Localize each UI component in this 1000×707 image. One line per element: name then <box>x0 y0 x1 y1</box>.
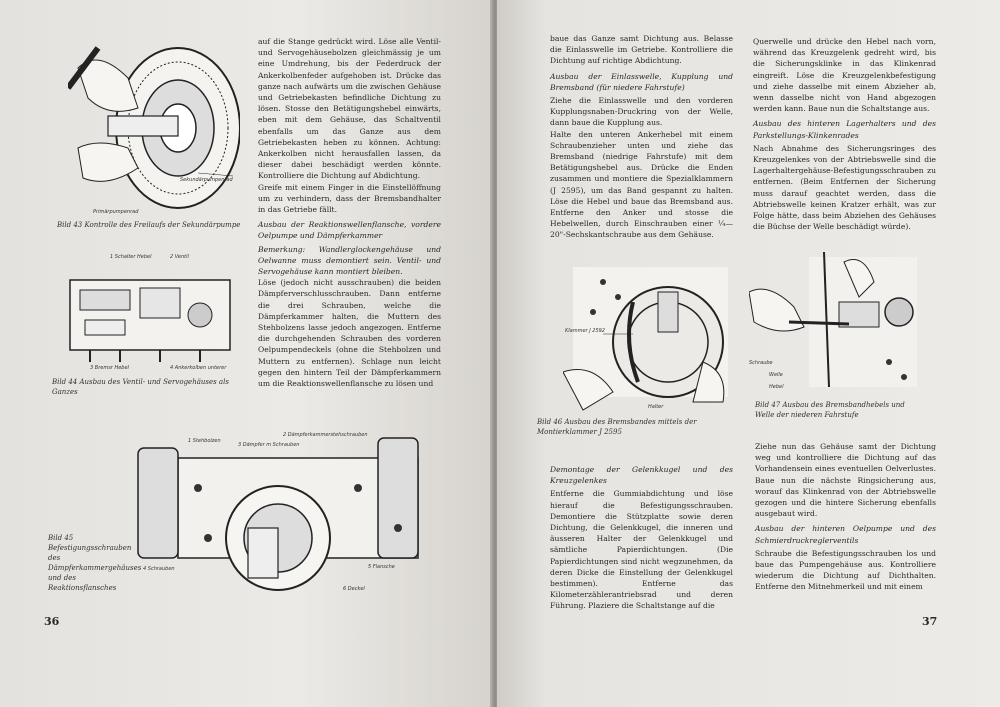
fig43-label-primary: Primärpumpenrad <box>93 209 139 215</box>
left-paragraph-1: auf die Stange gedrückt wird. Löse alle Ventil- und Servogehäusebolzen gleichmässig je um eine Umdrehung, bis der Federdruck der Ankerkolbenfeder aufgehoben ist. Drücke das ganze nach aufwärts um die zwischen Gehäuse und Getriebekasten befindliche Dichtung zu lösen. Stosse den Betätigungshebel einwärts, eben mit dem Gehäuse, das Schaltventil ebenfalls um das Ganze aus dem Getriebekasten heben zu können. Achtung: Ankerkolben nicht herausfallen lassen, da dieser dabei beschädigt werden könnte. Kontrolliere die Dichtung auf Abdichtung. <box>258 37 441 181</box>
right-c2-paragraph-2: Nach Abnahme des Sicherungsringes des Kreuzgelenkes von der Abtriebswelle sind die Lagerhaltergehäuse-Befestigungsschrauben zu entfernen. (Beim Entfernen der Sicherung muss darauf geachtet werden, dass die Abtriebswelle keinen Kratzer erhält, was zur Folge hätte, dass beim Abziehen des Gehäuses die Büchse der Welle beschädigt würde). <box>753 143 936 232</box>
right-text-column-2b <box>755 441 936 593</box>
right-text-column-1 <box>550 33 733 241</box>
figure-46-illustration <box>563 262 733 412</box>
right-page-number: 37 <box>922 615 938 628</box>
left-page <box>0 0 493 707</box>
figure-43-caption: Bild 43 Kontrolle des Freilaufs der Sekundärpumpe <box>57 221 241 229</box>
figure-45-illustration <box>128 428 433 600</box>
right-page <box>497 0 1000 707</box>
left-paragraph-2: Greife mit einem Finger in die Einstellöffnung um zu verhindern, dass der Bremsbandhalter in das Getriebe fällt. <box>258 182 441 215</box>
fig47-label-shaft: Welle <box>769 372 783 378</box>
figure-44-illustration <box>60 250 240 370</box>
fig45-label-1: 1 Stehbolzen <box>188 438 221 444</box>
right-c2-paragraph-4: Schraube die Befestigungsschrauben los und baue das Pumpengehäuse aus. Kontrolliere wiederum die Dichtung auf Dichthalten. Entferne den Mitnehmerkeil und mit einem <box>755 548 936 592</box>
fig46-label-clamp: Klammer J 2592 <box>565 328 605 334</box>
right-c1-heading-1: Ausbau der Einlasswelle, Kupplung und Bremsband (für niedere Fahrstufe) <box>550 71 733 92</box>
fig44-label-1: 1 Schalter Hebel <box>110 254 152 260</box>
fig45-label-5: 5 Flansche <box>368 564 395 570</box>
left-paragraph-3: Löse (jedoch nicht ausschrauben) die beiden Dämpferverschlusschrauben. Dann entferne die drei Schrauben, welche die Dämpferkammer halten, die Muttern des Stehbolzens lasse jedoch angezogen. Entferne die durchgehenden Schrauben des vorderen Oelpumpendeckels (ohne die Stehbolzen und Muttern zu entfernen). Schlage nun leicht gegen den hintern Teil der Dämpferkammern um die Reaktionswellenflansche zu lösen und <box>258 278 441 389</box>
left-text-column <box>258 36 441 389</box>
right-c2-heading-1: Ausbau des hinteren Lagerhalters und des Parkstellungs-Klinkenrades <box>753 119 936 140</box>
figure-43-illustration <box>68 38 240 218</box>
fig43-label-secondary: Sekundärpumpenrad <box>180 177 233 183</box>
fig46-label-holder: Halter <box>648 404 664 410</box>
right-c1-paragraph-3: Halte den unteren Ankerhebel mit einem Schraubenzieher unten und ziehe das Bremsband (niedrige Fahrstufe) mit dem Betätigungshebel aus. Drücke die Enden zusammen und montiere die Spezialklammern (J 2595), um das Band gespannt zu halten. Löse die Hebel und baue das Bremsband aus. Entferne den Anker und stosse die Hebelwellen, durch Einschrauben einer ¼—20"-Sechskantschraube aus dem Gehäuse. <box>550 129 733 240</box>
fig45-label-6: 6 Deckel <box>343 586 365 592</box>
fig44-label-3: 3 Bremsr Hebel <box>90 365 129 370</box>
figure-47-illustration <box>749 252 919 392</box>
left-remark: Bemerkung: Wandlerglockengehäuse und Oelwanne muss demontiert sein. Ventil- und Servogehäuse kann montiert bleiben. <box>258 244 441 277</box>
fig45-label-3: 3 Dämpfer m Schrauben <box>238 442 300 448</box>
right-c1-paragraph-2: Ziehe die Einlasswelle und den vorderen Kupplungsnaben-Druckring von der Welle, dann baue die Kupplung aus. <box>550 96 733 128</box>
right-c2-paragraph-3: Ziehe nun das Gehäuse samt der Dichtung weg und kontrolliere die Dichtung auf das Vorhandensein eines eventuellen Oelverlustes. Baue nun die nächste Ringsicherung aus, worauf das Klinkenrad von der Abtriebswelle gezogen und die hintere Sicherung ebenfalls ausgebaut wird. <box>755 442 936 519</box>
fig45-label-4: 4 Schrauben <box>143 566 175 572</box>
figure-47-caption: Bild 47 Ausbau des Bremsbandhebels und Welle der niederen Fahrstufe <box>755 401 905 419</box>
fig45-label-2: 2 Dämpferkammerstehschrauben <box>283 432 368 438</box>
right-c1-heading-2: Demontage der Gelenkkugel und des Kreuzgelenkes <box>550 465 733 486</box>
right-c2-heading-2: Ausbau der hinteren Oelpumpe und des Schmierdruckreglerventils <box>755 524 936 545</box>
left-page-number: 36 <box>44 615 60 628</box>
figure-44-caption: Bild 44 Ausbau des Ventil- und Servogehäuses als Ganzes <box>52 378 229 396</box>
left-heading-1: Ausbau der Reaktionswellenflansche, vordere Oelpumpe und Dämpferkammer <box>258 220 441 241</box>
right-c2-paragraph-1: Querwelle und drücke den Hebel nach vorn, während das Kreuzgelenk gedreht wird, bis die Sicherungsklinke in das Klinkenrad eingreift. Löse die Kreuzgelenkbefestigung und ziehe dasselbe mit einem Abzieher ab, wenn dasselbe nicht von Hand abgezogen werden kann. Baue nun die Schaltstange aus. <box>753 37 936 114</box>
figure-46-caption: Bild 46 Ausbau des Bremsbandes mittels der Montierklammer J 2595 <box>537 418 697 436</box>
right-c1-paragraph-1: baue das Ganze samt Dichtung aus. Belasse die Einlasswelle im Getriebe. Kontrolliere die Dichtung auf richtige Abdichtung. <box>550 34 733 66</box>
right-c1-paragraph-4: Entferne die Gummiabdichtung und löse hierauf die Befestigungsschrauben. Demontiere die Stützplatte sowie deren Dichtung, die Gelenkkugel, die inneren und äusseren Halter der Gelenkkugel und sämtliche Papierdichtungen. (Die Papierdichtungen sind nicht wegzunehmen, da deren Dicke die Einstellung der Gelenkkugel bestimmen). Entferne das Kilometerzählerantriebsrad und deren Führung. Plaziere die Schaltstange auf die <box>550 489 733 611</box>
fig44-label-4: 4 Ankerkolben unterer <box>170 365 227 370</box>
fig47-label-lever: Hebel <box>769 384 784 390</box>
figure-45-caption: Bild 45 Befestigungsschrauben des Dämpferkammergehäuses und des Reaktionsflansches <box>48 534 142 592</box>
right-text-column-2 <box>753 36 936 232</box>
fig44-label-2: 2 Ventil <box>170 254 189 260</box>
fig47-label-screw: Schraube <box>749 360 773 366</box>
right-text-column-1b <box>550 460 733 612</box>
